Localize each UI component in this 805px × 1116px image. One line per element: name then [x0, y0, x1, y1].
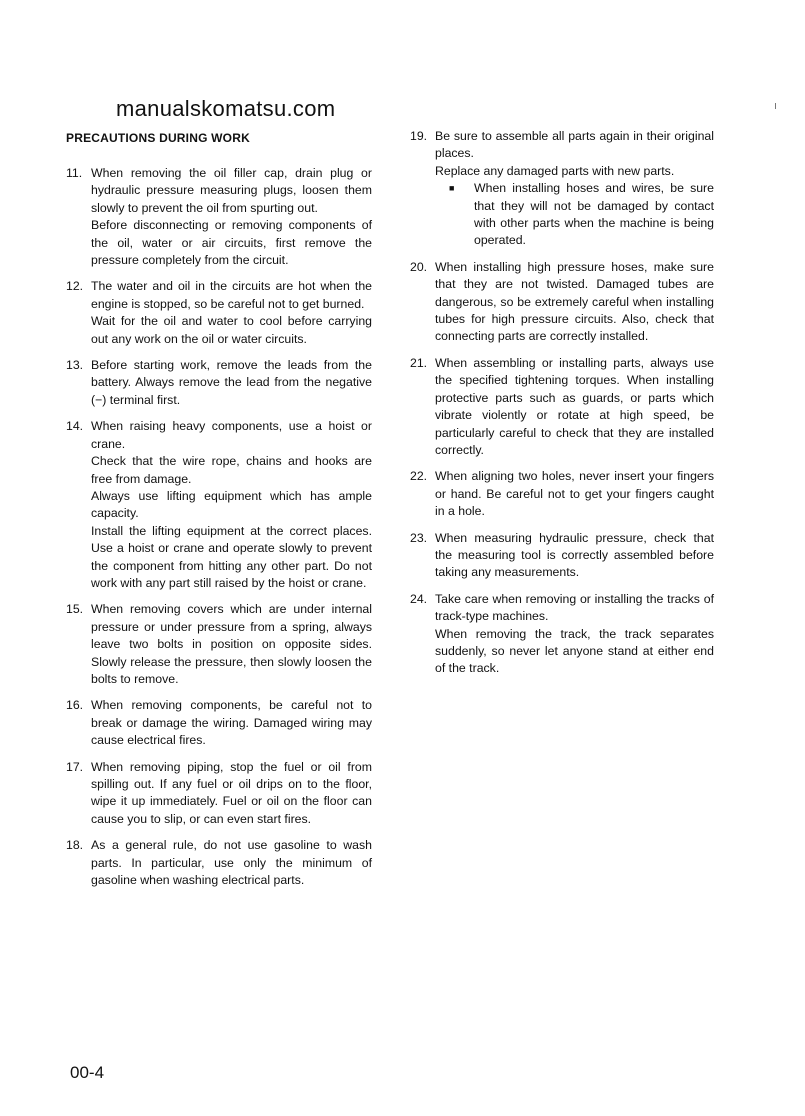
- item-paragraph: When removing the oil filler cap, drain plug or hydraulic pressure measuring plugs, loosen them slowly to prevent the oil from spurting out.: [91, 166, 372, 215]
- item-body: [91, 697, 372, 749]
- item-paragraph: When removing piping, stop the fuel or oil from spilling out. If any fuel or oil drips on to the floor, wipe it up immediately. Fuel or oil on the floor can cause you to slip, or can even start fires.: [91, 759, 372, 826]
- section-header: PRECAUTIONS DURING WORK: [66, 131, 250, 145]
- item-number: 17.: [66, 759, 84, 774]
- item-paragraph: Replace any damaged parts with new parts.: [435, 163, 675, 178]
- item-number: 23.: [410, 530, 428, 545]
- precaution-item: [66, 759, 372, 829]
- precaution-item: [66, 697, 372, 749]
- item-paragraph: Check that the wire rope, chains and hooks are free from damage.: [91, 454, 372, 486]
- item-paragraph: When assembling or installing parts, always use the specified tightening torques. When installing protective parts such as guards, or parts which vibrate violently or rotate at high speed, be particularly careful to check that they are installed correctly.: [435, 355, 714, 457]
- bullet-icon: ■: [449, 183, 455, 194]
- item-number: 14.: [66, 419, 84, 434]
- right-column: [410, 128, 714, 687]
- item-paragraph: Before disconnecting or removing components of the oil, water or air circuits, first remove the pressure completely from the circuit.: [91, 218, 372, 268]
- item-body: [435, 468, 714, 520]
- item-body: [91, 418, 372, 592]
- item-paragraph: When measuring hydraulic pressure, check that the measuring tool is correctly assembled before taking any measurements.: [435, 530, 714, 580]
- item-body: [435, 591, 714, 678]
- item-body: [435, 355, 714, 459]
- precaution-item: [410, 355, 714, 459]
- precaution-item: [66, 165, 372, 269]
- precaution-item: [66, 418, 372, 592]
- item-body: [435, 259, 714, 346]
- item-paragraph: Install the lifting equipment at the correct places. Use a hoist or crane and operate slowly to prevent the component from hitting any other part. Do not work with any part still raised by the hoist or crane.: [91, 523, 372, 590]
- item-body: [91, 165, 372, 269]
- left-column: [66, 165, 372, 898]
- item-body: [91, 278, 372, 348]
- item-number: 22.: [410, 469, 428, 484]
- item-number: 16.: [66, 698, 84, 713]
- item-number: 18.: [66, 838, 84, 853]
- item-number: 21.: [410, 355, 428, 370]
- item-number: 19.: [410, 129, 428, 143]
- item-number: 13.: [66, 358, 84, 373]
- scan-mark: [775, 103, 776, 109]
- item-paragraph: When removing the track, the track separates suddenly, so never let anyone stand at either end of the track.: [435, 626, 714, 676]
- precaution-item: [410, 128, 714, 250]
- item-paragraph: When installing high pressure hoses, make sure that they are not twisted. Damaged tubes are dangerous, so be extremely careful when installing tubes for high pressure circuits. Also, check that connecting parts are correctly installed.: [435, 259, 714, 344]
- item-number: 12.: [66, 279, 84, 294]
- item-paragraph: When aligning two holes, never insert your fingers or hand. Be careful not to get your fingers caught in a hole.: [435, 469, 714, 519]
- item-body: [91, 759, 372, 829]
- item-body: [91, 837, 372, 889]
- item-paragraph: Before starting work, remove the leads from the battery. Always remove the lead from the negative (−) terminal first.: [91, 358, 372, 407]
- item-paragraph: When removing components, be careful not to break or damage the wiring. Damaged wiring may cause electrical fires.: [91, 698, 372, 748]
- item-paragraph: When removing covers which are under internal pressure or under pressure from a spring, always leave two bolts in position on opposite sides. Slowly release the pressure, then slowly loosen the bolts to remove.: [91, 602, 372, 686]
- precaution-item: [410, 259, 714, 346]
- precaution-item: [410, 591, 714, 678]
- bullet-text: When installing hoses and wires, be sure that they will not be damaged by contact with other parts when the machine is being operated.: [474, 181, 714, 248]
- item-paragraph: Be sure to assemble all parts again in their original places.: [435, 129, 714, 161]
- item-paragraph: The water and oil in the circuits are hot when the engine is stopped, so be careful not to get burned.: [91, 279, 372, 311]
- precaution-item: [66, 601, 372, 688]
- item-body: [91, 601, 372, 688]
- watermark: manualskomatsu.com: [116, 96, 336, 121]
- item-paragraph: Take care when removing or installing the tracks of track-type machines.: [435, 591, 714, 624]
- item-paragraph: Wait for the oil and water to cool before carrying out any work on the oil or water circuits.: [91, 314, 372, 346]
- item-number: 20.: [410, 259, 428, 274]
- item-number: 15.: [66, 602, 84, 617]
- item-number: 11.: [66, 166, 83, 180]
- item-body: [91, 357, 372, 409]
- precaution-item: [66, 357, 372, 409]
- item-body: [435, 128, 714, 250]
- precaution-item: [66, 837, 372, 889]
- precaution-item: [410, 468, 714, 520]
- item-body: [435, 530, 714, 582]
- precaution-item: [66, 278, 372, 348]
- precaution-item: [410, 530, 714, 582]
- bullet-item: [449, 180, 714, 250]
- item-paragraph: Always use lifting equipment which has ample capacity.: [91, 488, 372, 521]
- page-number: 00-4: [70, 1063, 105, 1082]
- item-paragraph: When raising heavy components, use a hoist or crane.: [91, 419, 372, 451]
- item-paragraph: As a general rule, do not use gasoline to wash parts. In particular, use only the minimum of gasoline when washing electrical parts.: [91, 838, 372, 888]
- item-number: 24.: [410, 591, 428, 606]
